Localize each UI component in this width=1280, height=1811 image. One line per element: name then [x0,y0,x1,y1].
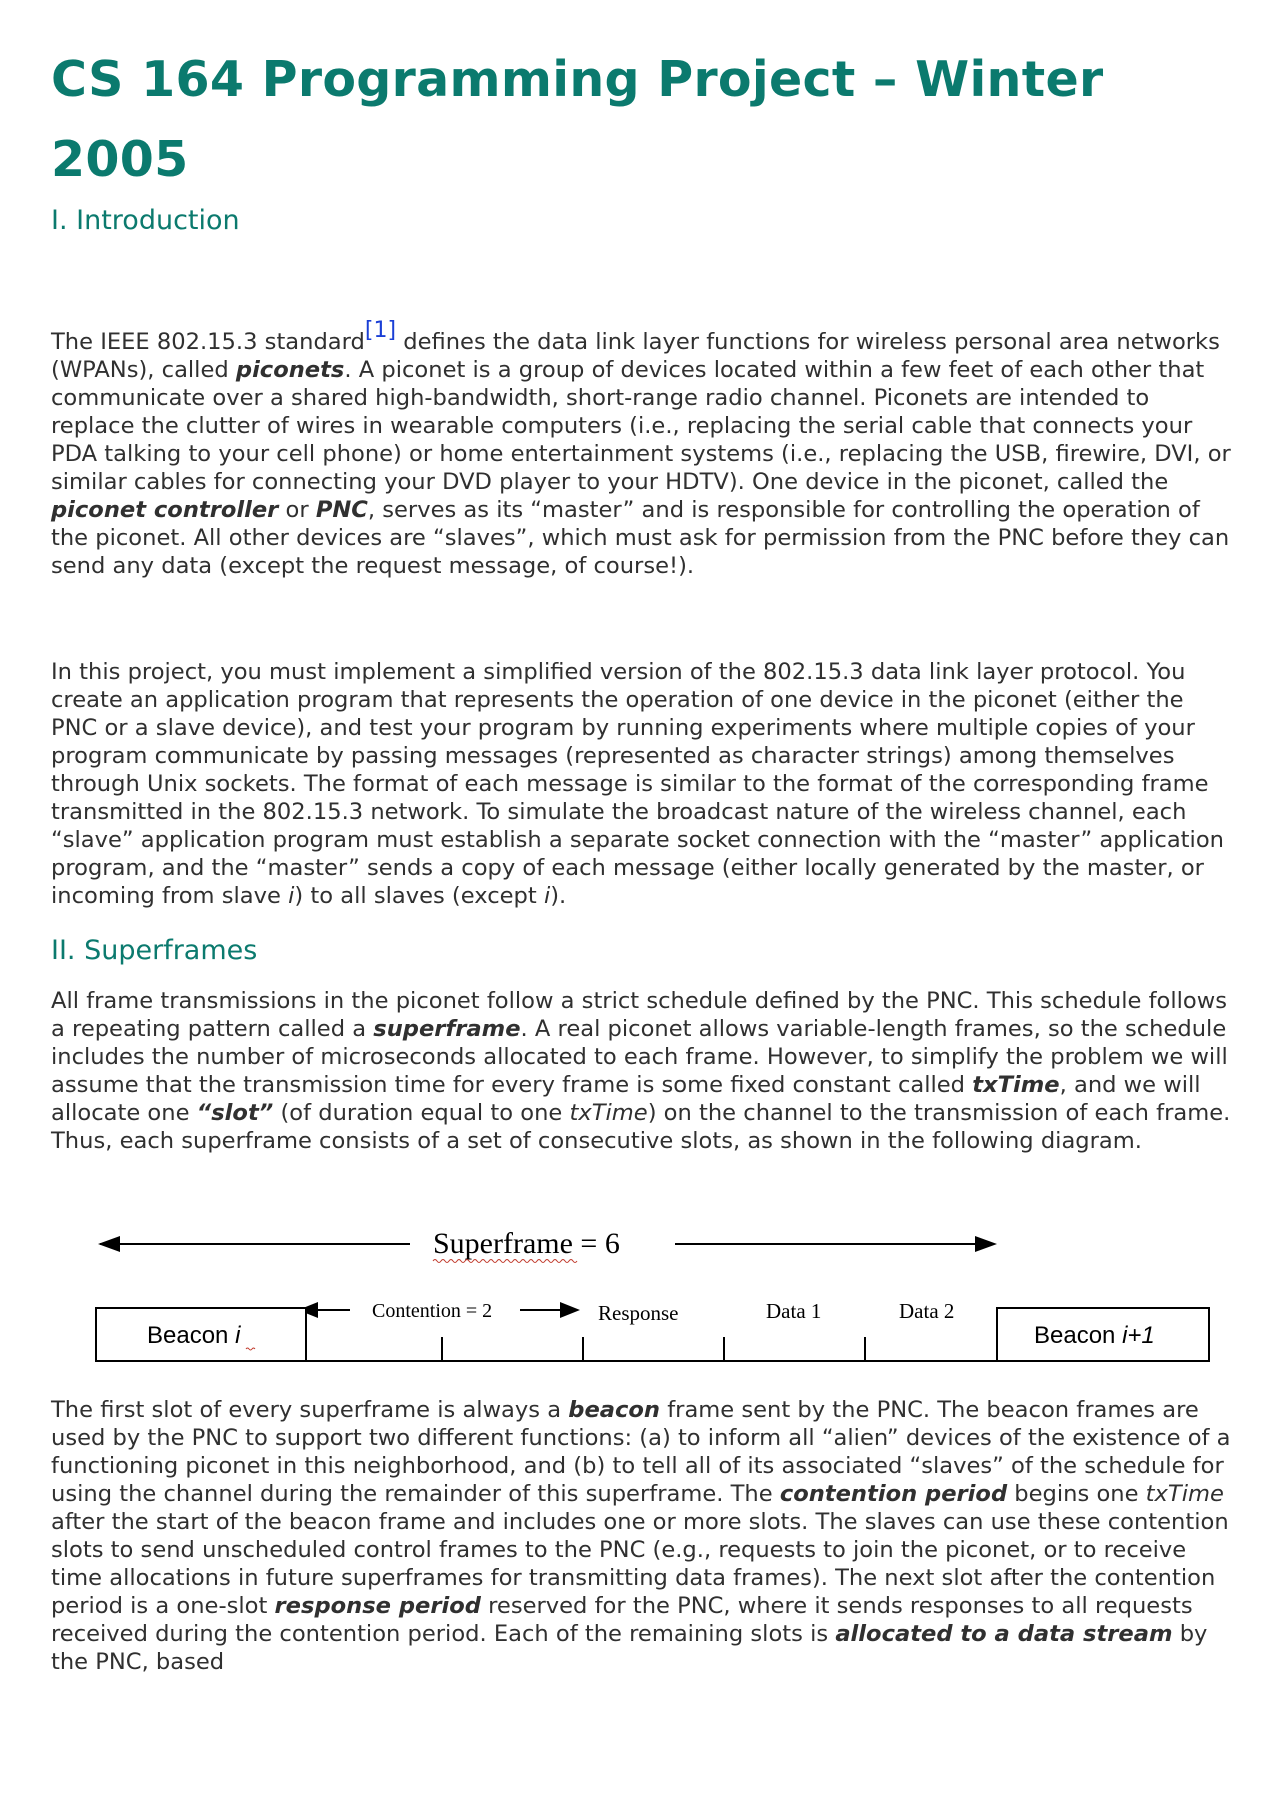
page-title: CS 164 Programming Project – Winter 2005 [51,51,1104,188]
text-run: reserved for the PNC, where it sends responses to all requests received during the contention period. Each of the remaining slots is [51,1593,1193,1647]
response-label: Response [598,1301,679,1325]
superframe-diagram [90,1200,1220,1380]
paragraph-introduction-2 [51,658,1236,910]
italic-txtime: txTime [1145,1481,1224,1507]
italic-var: i [288,883,295,909]
term-contention-period: contention period [779,1481,1008,1507]
data1-label: Data 1 [766,1299,822,1323]
text-run: All frame transmissions in the piconet follow a strict schedule defined by the PNC. This schedule follows a repeating pattern called a [51,988,1227,1042]
section-heading-introduction: I. Introduction [51,205,240,236]
term-response-period: response period [274,1593,481,1619]
term-piconet-controller: piconet controller [51,497,279,523]
beacon-i-plus-1-label: Beacon i+1 [1034,1322,1155,1349]
text-run: , serves as its “master” and is responsible for controlling the operation of the piconet. All other devices are “slaves”, which must ask for permission from the PNC before they can send any data (except the request message, of course!). [51,497,1230,579]
term-slot: “slot” [196,1100,274,1126]
superframe-label: Superframe = 6 [433,1227,620,1260]
data2-label: Data 2 [899,1299,955,1323]
text-run: In this project, you must implement a simplified version of the 802.15.3 data link layer protocol. You create an application program that represents the operation of one device in the piconet (either the PNC or a slave device), and test your program by running experiments where multiple copies of your program communicate by passing messages (represented as character strings) among themselves through Unix sockets. The format of each message is similar to the format of the corresponding frame transmitted in the 802.15.3 network. To simulate the broadcast nature of the wireless channel, each “slave” application program must establish a separate socket connection with the “master” application program, and the “master” sends a copy of each message (either locally generated by the master, or incoming from slave [51,659,1224,909]
text-run: The first slot of every superframe is always a [51,1397,569,1423]
text-run: defines the data link layer functions for wireless personal area networks (WPANs), called [51,329,1220,383]
text-run: ) to all slaves (except [294,883,544,909]
term-piconets: piconets [235,357,345,383]
term-allocated-to-a-data-stream: allocated to a data stream [835,1621,1173,1647]
text-run: or [278,497,316,523]
text-run: after the start of the beacon frame and includes one or more slots. The slaves can use these contention slots to send unscheduled control frames to the PNC (e.g., requests to join the piconet, or to receive time allocations in future superframes for transmitting data frames). The next slot after the contention period is a one-slot [51,1509,1229,1619]
italic-txtime: txTime [569,1100,648,1126]
text-run: , and we will allocate one [51,1072,1201,1126]
footnote-reference-link[interactable]: [1] [364,317,397,343]
term-txtime: txTime [972,1072,1060,1098]
text-run: ). [550,883,567,909]
slot-timeline [306,1337,997,1361]
text-run: by the PNC, based [51,1621,1208,1675]
contention-label: Contention = 2 [372,1300,493,1322]
text-run: . A piconet is a group of devices located within a few feet of each other that communicate over a shared high-bandwidth, short-range radio channel. Piconets are intended to replace the clutter of wires in wearable computers (i.e., replacing the serial cable that connects your PDA talking to your cell phone) or home entertainment systems (i.e., replacing the USB, firewire, DVI, or similar cables for connecting your DVD player to your HDTV). One device in the piconet, called the [51,357,1231,495]
beacon-i-label: Beacon i [147,1322,241,1349]
term-beacon: beacon [568,1397,661,1423]
section-heading-superframes: II. Superframes [51,935,258,966]
paragraph-superframes-2 [51,1396,1236,1676]
text-run: frame sent by the PNC. The beacon frames are used by the PNC to support two different functions: (a) to inform all “alien” devices of the existence of a functioning piconet in this neighborhood, and (b) to tell all of its associated “slaves” of the schedule for using the channel during the remainder of this superframe. The [51,1397,1231,1507]
text-run: The IEEE 802.15.3 standard [51,329,365,355]
superframe-diagram-svg [90,1200,1220,1380]
paragraph-superframes-1 [51,987,1236,1155]
document-body [51,40,1236,1155]
text-run: (of duration equal to one [273,1100,570,1126]
paragraph-introduction-1 [51,317,1236,580]
term-pnc: PNC [315,497,368,523]
italic-var: i [543,883,551,909]
text-run: ) on the channel to the transmission of each frame. Thus, each superframe consists of a set of consecutive slots, as shown in the following diagram. [51,1100,1231,1154]
term-superframe: superframe [373,1016,521,1042]
text-run: . A real piconet allows variable-length frames, so the schedule includes the number of microseconds allocated to each frame. However, to simplify the problem we will assume that the transmission time for every frame is some fixed constant called [51,1016,1228,1098]
text-run: begins one [1007,1481,1146,1507]
